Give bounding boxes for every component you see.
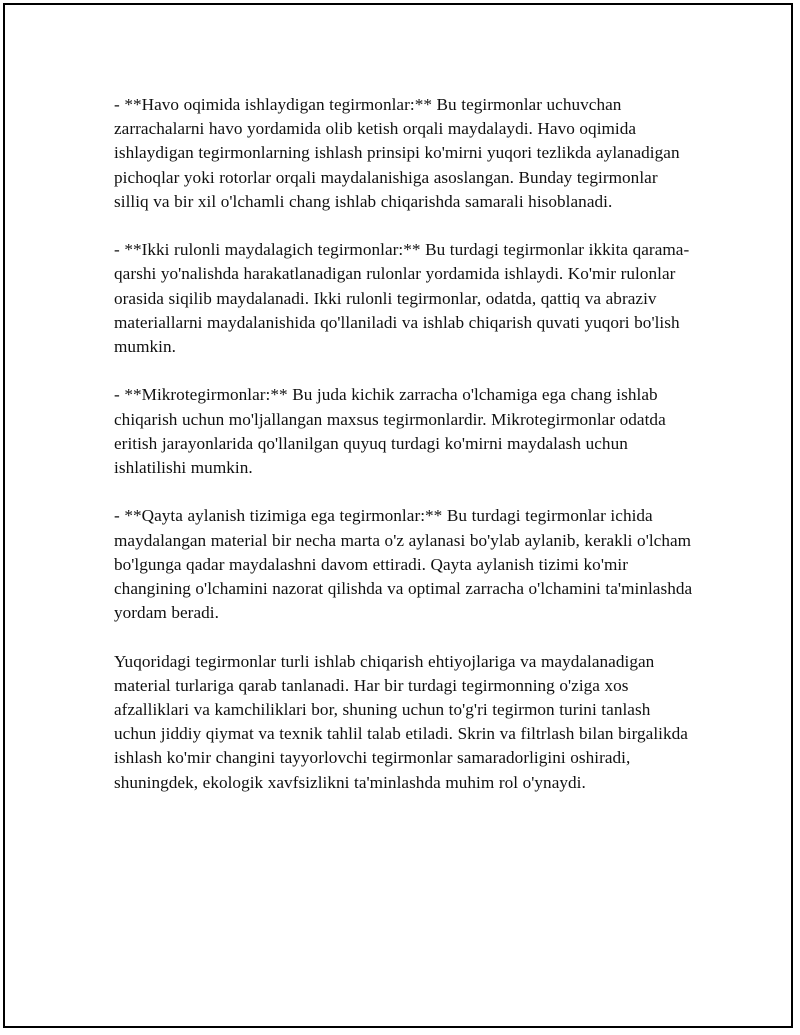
paragraph-recirculation-mills: - **Qayta aylanish tizimiga ega tegirmonlar:** Bu turdagi tegirmonlar ichida maydalangan material bir necha marta o'z aylanasi bo'ylab aylanib, kerakli o'lcham bo'lgunga qadar maydalashni davom ettiradi. Qayta aylanish tizimi ko'mir changining o'lchamini nazorat qilishda va optimal zarracha o'lchamini ta'minlashda yordam beradi. (114, 506, 693, 623)
paragraph-double-roll-mills: - **Ikki rulonli maydalagich tegirmonlar:** Bu turdagi tegirmonlar ikkita qarama-qarshi yo'nalishda harakatlanadigan rulonlar yordamida ishlaydi. Ko'mir rulonlar orasida siqilib maydalanadi. Ikki rulonli tegirmonlar, odatda, qattiq va abraziv materiallarni maydalanishida qo'llaniladi va ishlab chiqarish quvati yuqori bo'lish mumkin. (114, 240, 690, 357)
paragraph-micro-mills: - **Mikrotegirmonlar:** Bu juda kichik zarracha o'lchamiga ega chang ishlab chiqarish uchun mo'ljallangan maxsus tegirmonlardir. Mikrotegirmonlar odatda eritish jarayonlarida qo'llanilgan quyuq turdagi ko'mirni maydalash uchun ishlatilishi mumkin. (114, 385, 666, 478)
paragraph-summary: Yuqoridagi tegirmonlar turli ishlab chiqarish ehtiyojlariga va maydalanadigan material turlariga qarab tanlanadi. Har bir turdagi tegirmonning o'ziga xos afzalliklari va kamchiliklari bor, shuning uchun to'g'ri tegirmon turini tanlash uchun jiddiy qiymat va texnik tahlil talab etiladi. Skrin va filtrlash bilan birgalikda ishlash ko'mir changini tayyorlovchi tegirmonlar samaradorligini oshiradi, shuningdek, ekologik xavfsizlikni ta'minlashda muhim rol o'ynaydi. (114, 651, 688, 792)
paragraph-air-flow-mills: - **Havo oqimida ishlaydigan tegirmonlar:** Bu tegirmonlar uchuvchan zarrachalarni havo yordamida olib ketish orqali maydalaydi. Havo oqimida ishlaydigan tegirmonlarning ishlash prinsipi ko'mirni yuqori tezlikda aylanadigan pichoqlar yoki rotorlar orqali maydalanishiga asoslangan. Bunday tegirmonlar silliq va bir xil o'lchamli chang ishlab chiqarishda samarali hisoblanadi. (114, 95, 680, 211)
document-body (114, 93, 694, 819)
